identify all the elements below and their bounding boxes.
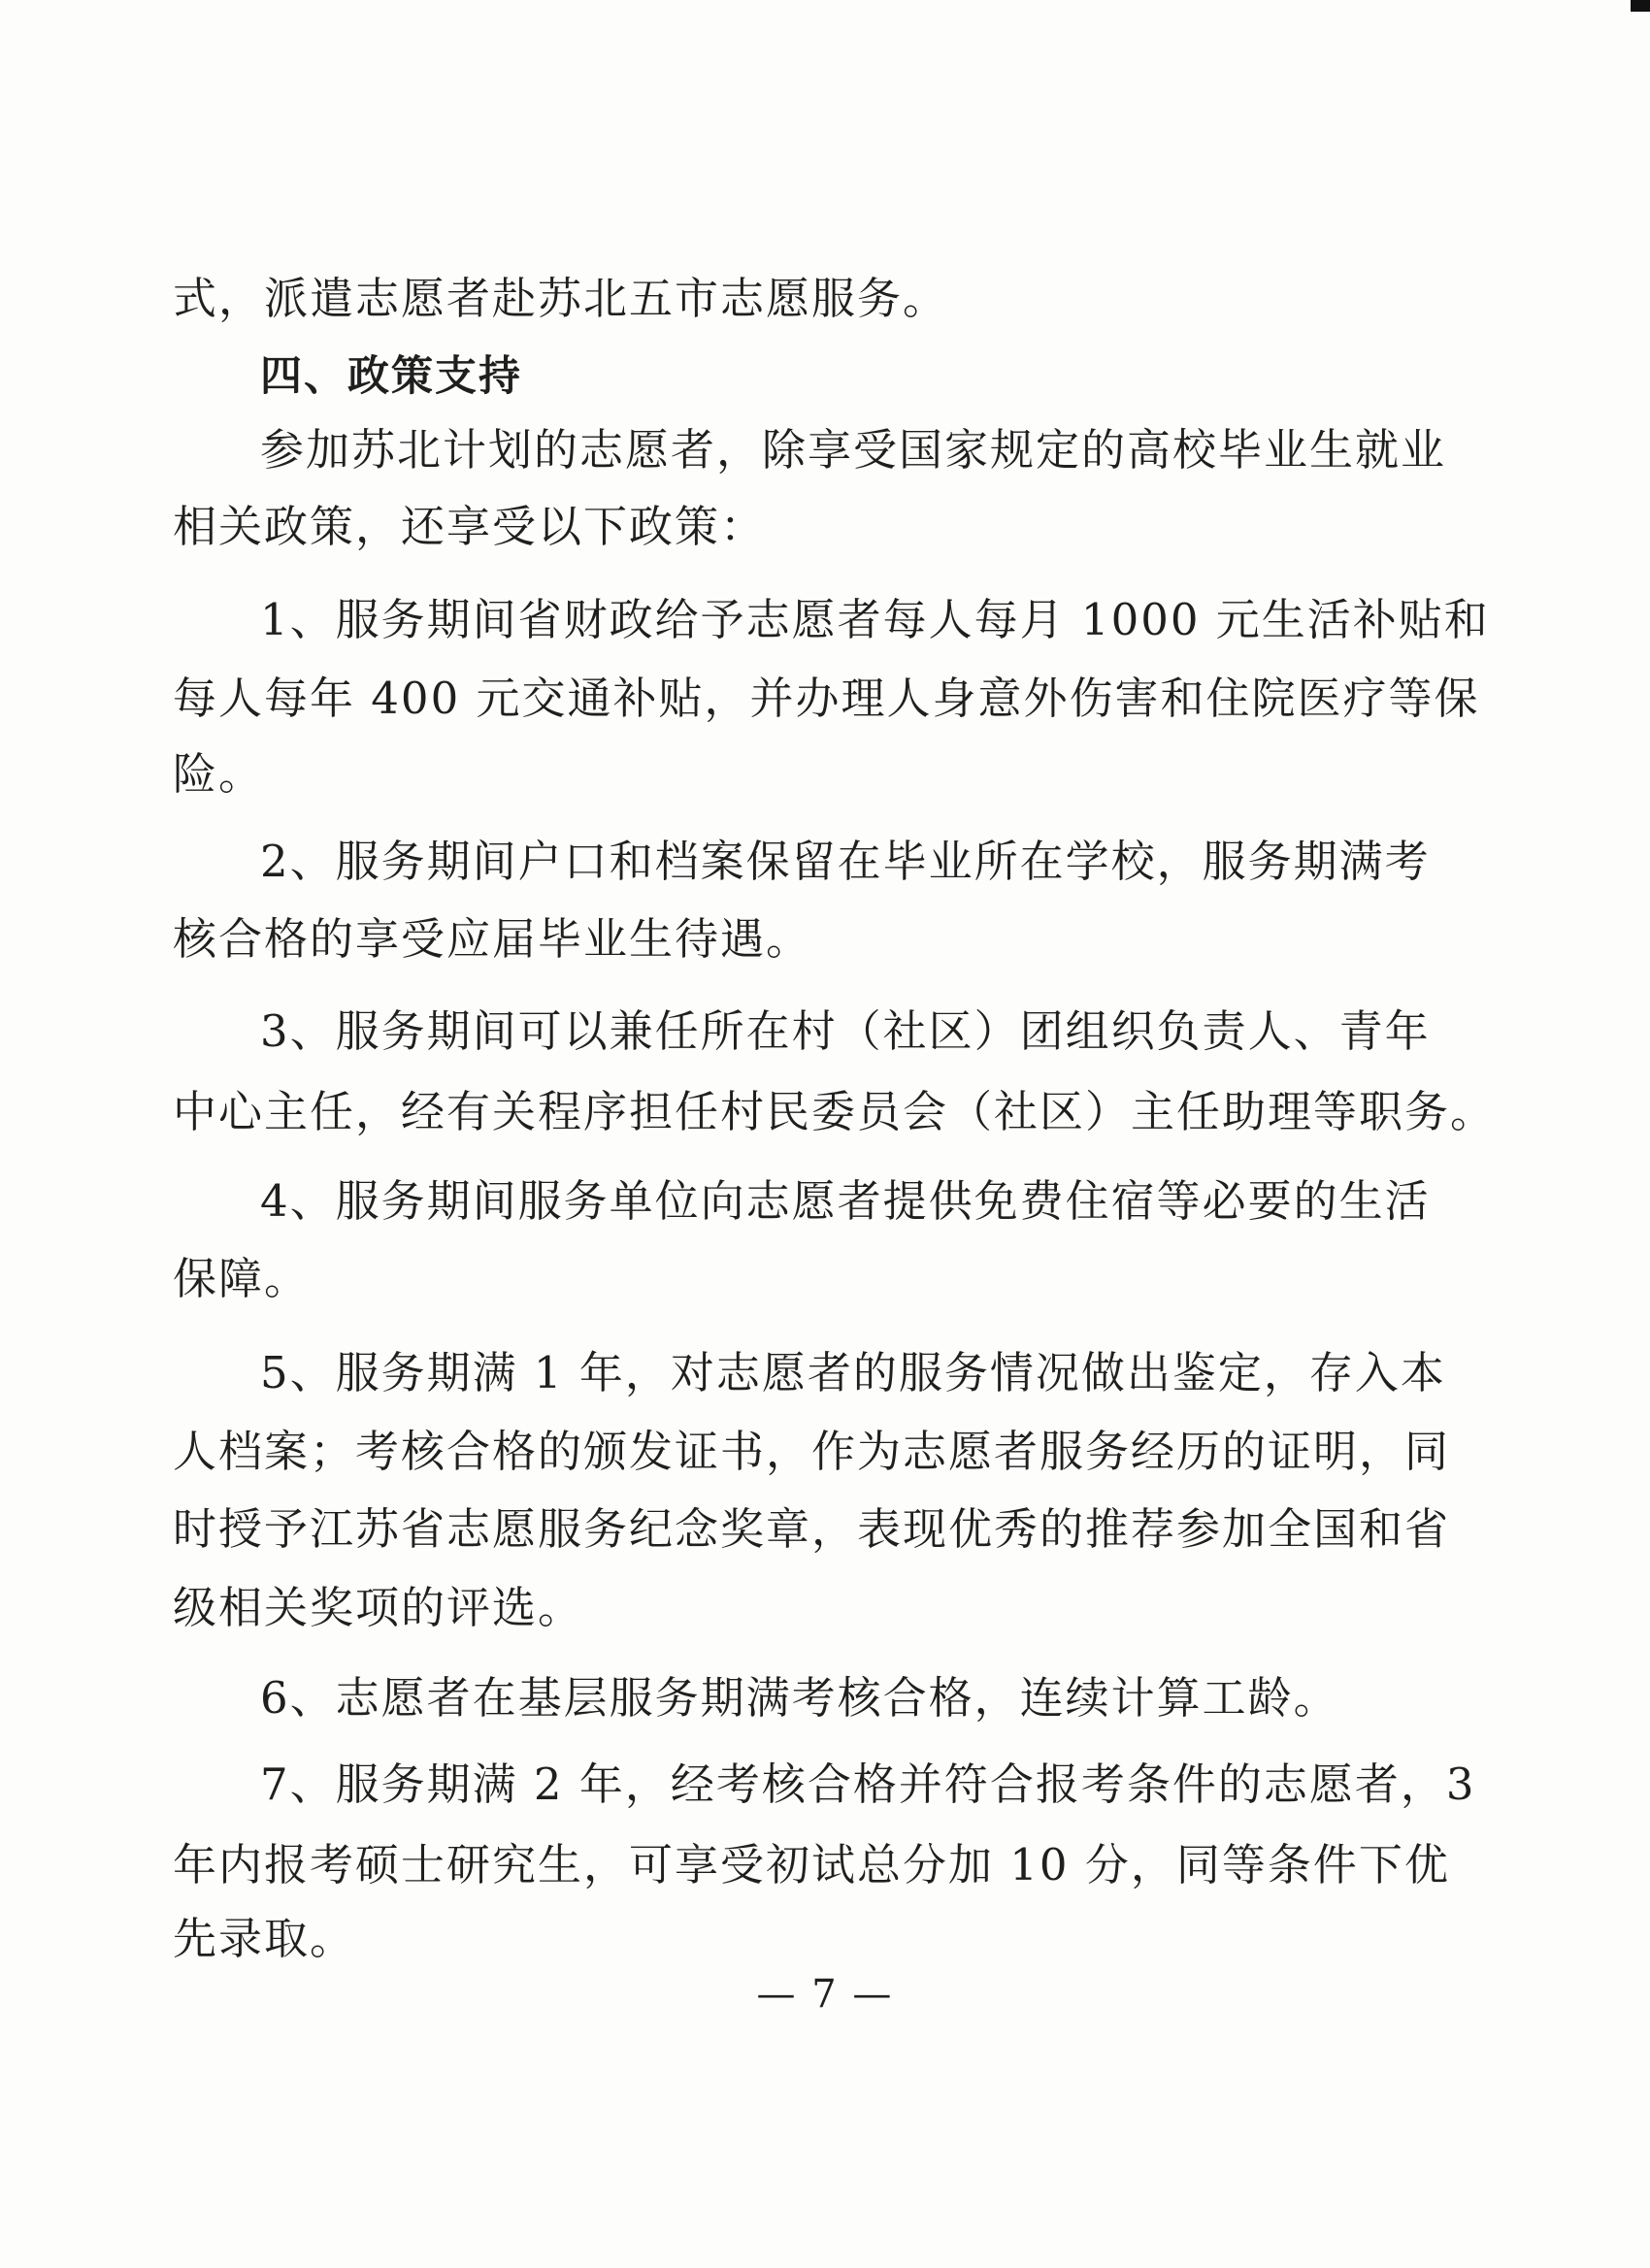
text-line-1: 式，派遣志愿者赴苏北五市志愿服务。: [173, 273, 949, 324]
text-line-8: 2、服务期间户口和档案保留在毕业所在学校，服务期满考: [260, 836, 1431, 887]
text-line-20: 年内报考硕士研究生，可享受初试总分加 10 分，同等条件下优: [173, 1839, 1450, 1890]
text-line-10: 3、服务期间可以兼任所在村（社区）团组织负责人、青年: [260, 1005, 1431, 1057]
text-line-11: 中心主任，经有关程序担任村民委员会（社区）主任助理等职务。: [173, 1086, 1497, 1137]
text-line-19: 7、服务期满 2 年，经考核合格并符合报考条件的志愿者，3: [260, 1759, 1476, 1810]
text-line-18: 6、志愿者在基层服务期满考核合格，连续计算工龄。: [260, 1672, 1339, 1724]
text-line-3: 参加苏北计划的志愿者，除享受国家规定的高校毕业生就业: [260, 424, 1447, 476]
text-line-7: 险。: [173, 748, 265, 800]
section-heading-policy-support: 四、政策支持: [260, 352, 522, 401]
text-line-12: 4、服务期间服务单位向志愿者提供免费住宿等必要的生活: [260, 1175, 1431, 1227]
text-line-9: 核合格的享受应届毕业生待遇。: [173, 913, 812, 965]
text-line-14: 5、服务期满 1 年，对志愿者的服务情况做出鉴定，存入本: [260, 1347, 1446, 1398]
text-line-13: 保障。: [173, 1253, 311, 1304]
text-line-6: 每人每年 400 元交通补贴，并办理人身意外伤害和住院医疗等保: [173, 673, 1480, 724]
page-number: — 7 —: [756, 1972, 894, 2017]
text-line-16: 时授予江苏省志愿服务纪念奖章，表现优秀的推荐参加全国和省: [173, 1503, 1451, 1555]
text-line-17: 级相关奖项的评选。: [173, 1582, 584, 1633]
text-line-21: 先录取。: [173, 1913, 356, 1964]
text-line-4: 相关政策，还享受以下政策：: [173, 501, 767, 552]
text-line-5: 1、服务期间省财政给予志愿者每人每月 1000 元生活补贴和: [260, 594, 1490, 645]
scan-edge-mark: [1631, 0, 1650, 12]
text-line-15: 人档案；考核合格的颁发证书，作为志愿者服务经历的证明，同: [173, 1426, 1451, 1477]
